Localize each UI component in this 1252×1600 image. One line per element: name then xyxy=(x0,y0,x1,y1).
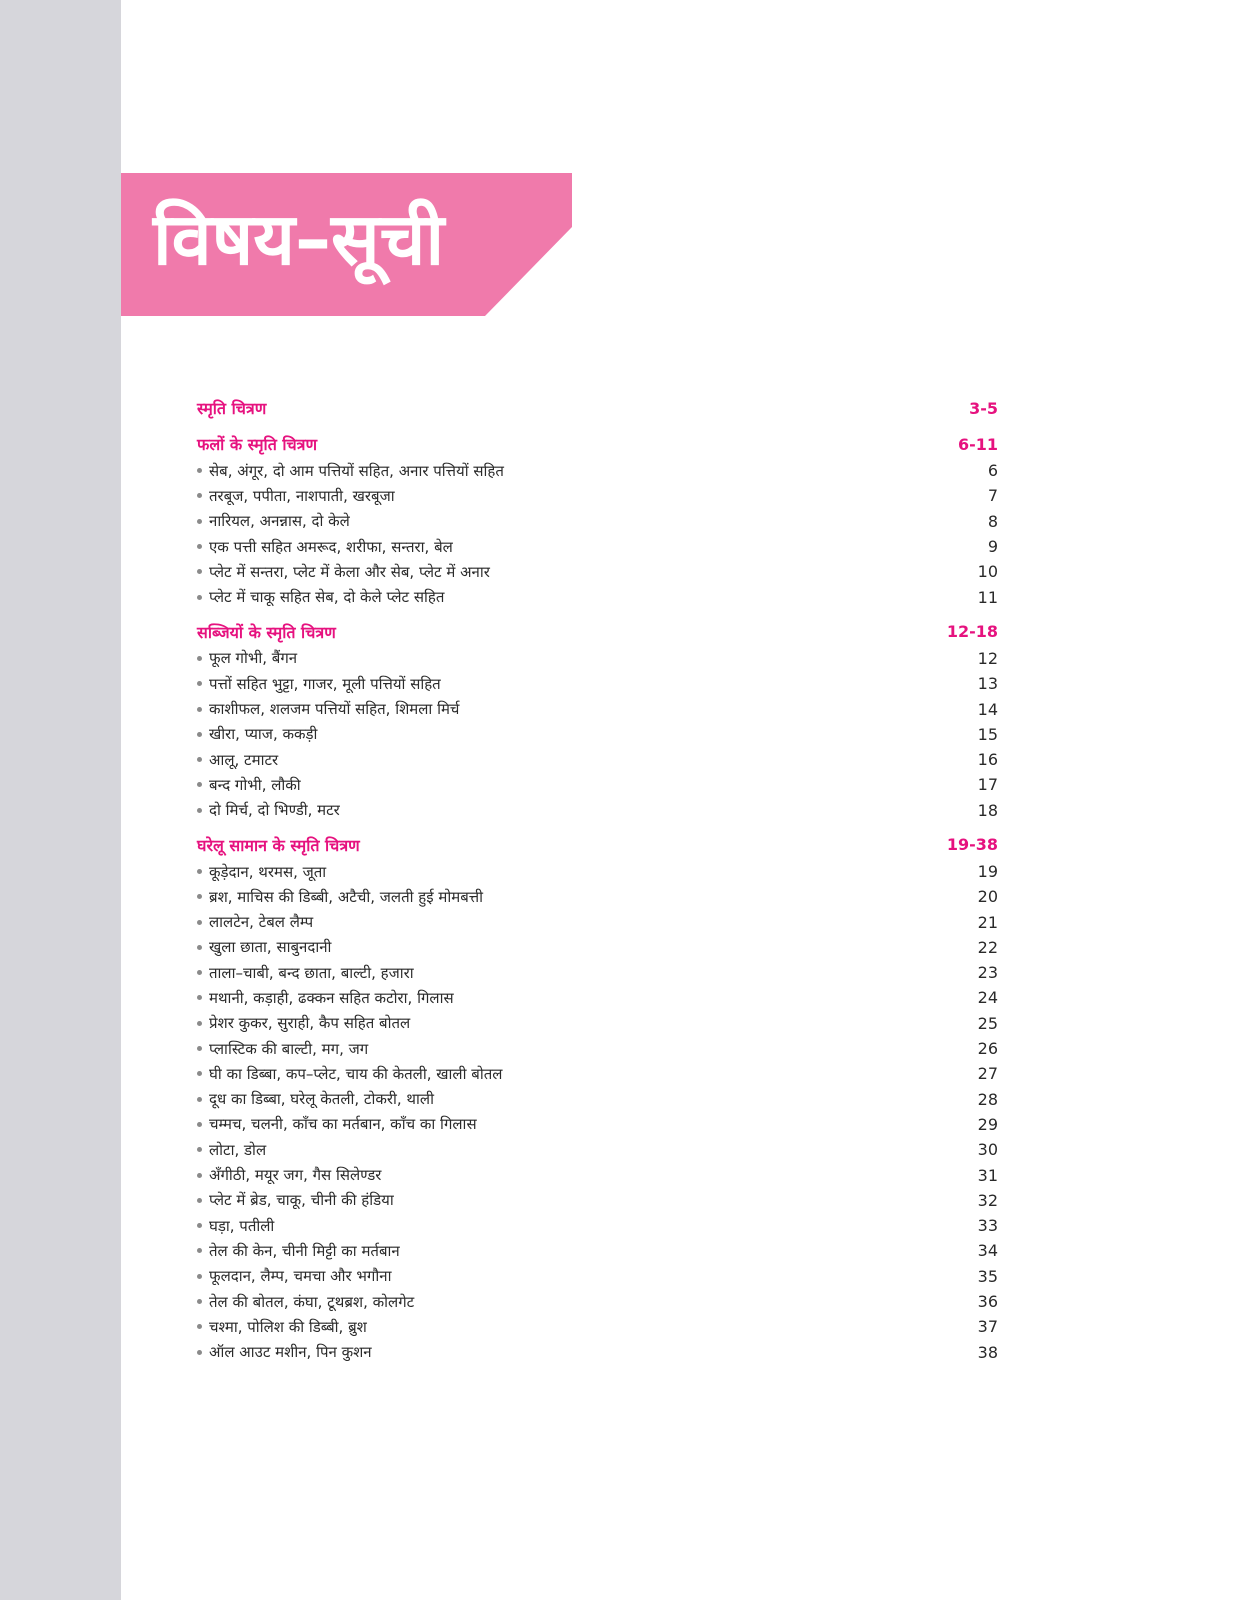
toc-entry[interactable] xyxy=(197,1289,998,1314)
entry-label: घी का डिब्बा, कप–प्लेट, चाय की केतली, खाली बोतल xyxy=(209,1064,503,1083)
toc-entry[interactable] xyxy=(197,747,998,772)
entry-label: फूल गोभी, बैंगन xyxy=(209,649,298,668)
entry-label: नारियल, अनन्नास, दो केले xyxy=(209,512,350,531)
entry-label: चम्मच, चलनी, काँच का मर्तबान, काँच का गिलास xyxy=(209,1115,477,1134)
section-page-range: 6-11 xyxy=(957,434,998,454)
toc-entry[interactable] xyxy=(197,509,998,534)
section-title: स्मृति चित्रण xyxy=(197,399,267,418)
entry-text xyxy=(197,1241,400,1261)
entry-label: प्लेट में चाकू सहित सेब, दो केले प्लेट सहित xyxy=(209,588,445,607)
page-gutter xyxy=(0,0,121,1600)
entry-label: प्लेट में सन्तरा, प्लेट में केला और सेब, प्लेट में अनार xyxy=(209,562,490,581)
entry-page-number: 29 xyxy=(977,1114,998,1134)
entry-page-number: 38 xyxy=(977,1342,998,1362)
bullet-icon xyxy=(197,995,202,1000)
section-page-range: 19-38 xyxy=(946,835,998,855)
entry-page-number: 30 xyxy=(977,1140,998,1160)
bullet-icon xyxy=(197,1021,202,1026)
bullet-icon xyxy=(197,1274,202,1279)
toc-entry[interactable] xyxy=(197,559,998,584)
bullet-icon xyxy=(197,468,202,473)
entry-label: तेल की बोतल, कंघा, टूथब्रश, कोलगेट xyxy=(209,1292,415,1311)
bullet-icon xyxy=(197,493,202,498)
entry-label: आलू, टमाटर xyxy=(209,750,279,769)
entry-page-number: 7 xyxy=(987,486,998,506)
entry-text xyxy=(197,699,459,719)
toc-entry[interactable] xyxy=(197,1036,998,1061)
entry-text xyxy=(197,963,414,983)
entry-page-number: 20 xyxy=(977,887,998,907)
entry-label: प्रेशर कुकर, सुराही, कैप सहित बोतल xyxy=(209,1014,411,1033)
entry-text xyxy=(197,486,395,506)
section-page-range: 3-5 xyxy=(969,398,998,418)
title-banner xyxy=(121,173,572,316)
entry-label: लोटा, डोल xyxy=(209,1140,267,1159)
entry-page-number: 14 xyxy=(977,699,998,719)
entry-page-number: 35 xyxy=(977,1266,998,1286)
entry-page-number: 12 xyxy=(977,648,998,668)
entry-page-number: 37 xyxy=(977,1317,998,1337)
entry-label: कूड़ेदान, थरमस, जूता xyxy=(209,862,327,881)
toc-entry[interactable] xyxy=(197,798,998,823)
section-title: सब्जियों के स्मृति चित्रण xyxy=(197,622,336,642)
entry-label: मथानी, कड़ाही, ढक्कन सहित कटोरा, गिलास xyxy=(209,988,454,1007)
entry-label: फूलदान, लैम्प, चमचा और भगौना xyxy=(209,1267,392,1286)
entry-text xyxy=(197,1317,367,1337)
bullet-icon xyxy=(197,732,202,737)
bullet-icon xyxy=(197,1147,202,1152)
entry-label: खुला छाता, साबुनदानी xyxy=(209,938,332,957)
toc-entry[interactable] xyxy=(197,1112,998,1137)
entry-page-number: 16 xyxy=(977,750,998,770)
toc-entry[interactable] xyxy=(197,1087,998,1112)
toc-entry[interactable] xyxy=(197,458,998,483)
entry-page-number: 11 xyxy=(977,587,998,607)
section-heading[interactable] xyxy=(197,618,998,646)
bullet-icon xyxy=(197,808,202,813)
entry-page-number: 19 xyxy=(977,862,998,881)
toc-entry[interactable] xyxy=(197,1061,998,1086)
bullet-icon xyxy=(197,595,202,600)
entry-text xyxy=(197,1342,372,1362)
entry-label: ब्रश, माचिस की डिब्बी, अटैची, जलती हुई मोमबत्ती xyxy=(209,887,484,906)
bullet-icon xyxy=(197,656,202,661)
entry-label: दो मिर्च, दो भिण्डी, मटर xyxy=(209,801,340,820)
toc-entry[interactable] xyxy=(197,960,998,985)
toc-entry[interactable] xyxy=(197,935,998,960)
toc-entry[interactable] xyxy=(197,1340,998,1365)
page-title: विषय–सूची xyxy=(153,197,445,281)
entry-label: लालटेन, टेबल लैम्प xyxy=(209,913,314,932)
section-heading[interactable] xyxy=(197,394,998,422)
toc-entry[interactable] xyxy=(197,646,998,671)
entry-page-number: 28 xyxy=(977,1089,998,1109)
entry-text xyxy=(197,674,441,694)
entry-page-number: 9 xyxy=(987,537,998,557)
toc-entry[interactable] xyxy=(197,1188,998,1213)
toc-entry[interactable] xyxy=(197,671,998,696)
toc-entry[interactable] xyxy=(197,1238,998,1263)
entry-text xyxy=(197,587,444,607)
entry-page-number: 8 xyxy=(987,511,998,531)
bullet-icon xyxy=(197,970,202,975)
entry-page-number: 34 xyxy=(977,1241,998,1261)
entry-text xyxy=(197,1266,391,1286)
entry-label: सेब, अंगूर, दो आम पत्तियों सहित, अनार पत्तियों सहित xyxy=(209,461,504,480)
bullet-icon xyxy=(197,869,202,874)
entry-page-number: 15 xyxy=(977,724,998,744)
toc-entry[interactable] xyxy=(197,909,998,934)
section-page-range: 12-18 xyxy=(946,622,998,642)
entry-label: काशीफल, शलजम पत्तियों सहित, शिमला मिर्च xyxy=(209,700,460,719)
entry-label: अँगीठी, मयूर जग, गैस सिलेण्डर xyxy=(209,1166,382,1185)
entry-page-number: 26 xyxy=(977,1039,998,1059)
bullet-icon xyxy=(197,1223,202,1228)
entry-label: प्लास्टिक की बाल्टी, मग, जग xyxy=(209,1039,369,1058)
entry-page-number: 21 xyxy=(977,912,998,932)
entry-label: बन्द गोभी, लौकी xyxy=(209,775,301,794)
entry-text xyxy=(197,1013,410,1033)
entry-page-number: 13 xyxy=(977,674,998,694)
toc-entry[interactable] xyxy=(197,696,998,721)
entry-label: ऑल आउट मशीन, पिन कुशन xyxy=(209,1343,372,1362)
toc-entry[interactable] xyxy=(197,1213,998,1238)
entry-text xyxy=(197,988,454,1008)
section-title: घरेलू सामान के स्मृति चित्रण xyxy=(197,835,360,855)
section-heading[interactable] xyxy=(197,831,998,859)
entry-text xyxy=(197,511,350,531)
entry-text xyxy=(197,1140,266,1160)
entry-label: एक पत्ती सहित अमरूद, शरीफा, सन्तरा, बेल xyxy=(209,537,453,556)
entry-text xyxy=(197,1292,414,1312)
bullet-icon xyxy=(197,1198,202,1203)
toc-entry[interactable] xyxy=(197,534,998,559)
entry-text xyxy=(197,1039,368,1059)
bullet-icon xyxy=(197,945,202,950)
entry-text xyxy=(197,887,483,907)
entry-text xyxy=(197,862,326,882)
toc-section xyxy=(197,394,998,422)
bullet-icon xyxy=(197,519,202,524)
entry-text xyxy=(197,1216,274,1236)
bullet-icon xyxy=(197,920,202,925)
entry-page-number: 27 xyxy=(977,1064,998,1084)
entry-page-number: 24 xyxy=(977,988,998,1008)
entry-page-number: 32 xyxy=(977,1190,998,1210)
entry-page-number: 25 xyxy=(977,1013,998,1033)
entry-text xyxy=(197,1165,381,1185)
table-of-contents xyxy=(197,394,998,1365)
entry-label: चश्मा, पोलिश की डिब्बी, ब्रुश xyxy=(209,1317,367,1336)
bullet-icon xyxy=(197,707,202,712)
entry-page-number: 22 xyxy=(977,937,998,957)
bullet-icon xyxy=(197,757,202,762)
entry-label: तरबूज, पपीता, नाशपाती, खरबूजा xyxy=(209,486,395,505)
entry-text xyxy=(197,912,313,932)
section-heading[interactable] xyxy=(197,430,998,458)
entry-page-number: 36 xyxy=(977,1292,998,1312)
entry-text xyxy=(197,562,490,582)
bullet-icon xyxy=(197,1350,202,1355)
entry-text xyxy=(197,1064,502,1084)
toc-entry[interactable] xyxy=(197,1314,998,1339)
bullet-icon xyxy=(197,681,202,686)
section-title: फलों के स्मृति चित्रण xyxy=(197,435,318,454)
bullet-icon xyxy=(197,1097,202,1102)
entry-text xyxy=(197,1089,434,1109)
entry-text xyxy=(197,648,297,668)
bullet-icon xyxy=(197,1046,202,1051)
bullet-icon xyxy=(197,1248,202,1253)
bullet-icon xyxy=(197,894,202,899)
toc-entry[interactable] xyxy=(197,1137,998,1162)
entry-label: दूध का डिब्बा, घरेलू केतली, टोकरी, थाली xyxy=(209,1090,434,1109)
bullet-icon xyxy=(197,782,202,787)
entry-page-number: 33 xyxy=(977,1216,998,1236)
entry-text xyxy=(197,775,301,795)
entry-text xyxy=(197,1114,477,1134)
toc-entry[interactable] xyxy=(197,772,998,797)
entry-text xyxy=(197,724,317,744)
toc-entry[interactable] xyxy=(197,584,998,609)
entry-text xyxy=(197,461,504,481)
entry-page-number: 10 xyxy=(977,562,998,582)
toc-section xyxy=(197,831,998,1365)
entry-text xyxy=(197,537,453,557)
toc-entry[interactable] xyxy=(197,1162,998,1187)
toc-entry[interactable] xyxy=(197,859,998,884)
entry-page-number: 31 xyxy=(977,1165,998,1185)
bullet-icon xyxy=(197,1173,202,1178)
entry-label: तेल की केन, चीनी मिट्टी का मर्तबान xyxy=(209,1241,400,1260)
toc-entry[interactable] xyxy=(197,1011,998,1036)
entry-page-number: 18 xyxy=(977,800,998,820)
toc-entry[interactable] xyxy=(197,1264,998,1289)
entry-page-number: 17 xyxy=(977,775,998,795)
toc-section xyxy=(197,618,998,823)
entry-page-number: 6 xyxy=(987,461,998,481)
entry-text xyxy=(197,800,340,820)
bullet-icon xyxy=(197,544,202,549)
entry-label: प्लेट में ब्रेड, चाकू, चीनी की हंडिया xyxy=(209,1191,394,1210)
toc-section xyxy=(197,430,998,610)
entry-page-number: 23 xyxy=(977,963,998,983)
bullet-icon xyxy=(197,1324,202,1329)
bullet-icon xyxy=(197,1299,202,1304)
entry-text xyxy=(197,750,278,770)
toc-entry[interactable] xyxy=(197,722,998,747)
entry-text xyxy=(197,1190,394,1210)
entry-label: ताला–चाबी, बन्द छाता, बाल्टी, हजारा xyxy=(209,963,414,982)
bullet-icon xyxy=(197,569,202,574)
toc-entry[interactable] xyxy=(197,483,998,508)
toc-entry[interactable] xyxy=(197,985,998,1010)
entry-text xyxy=(197,937,331,957)
bullet-icon xyxy=(197,1122,202,1127)
entry-label: खीरा, प्याज, ककड़ी xyxy=(209,725,318,744)
entry-label: घड़ा, पतीली xyxy=(209,1216,275,1235)
entry-label: पत्तों सहित भुट्टा, गाजर, मूली पत्तियों सहित xyxy=(209,674,441,693)
bullet-icon xyxy=(197,1071,202,1076)
toc-entry[interactable] xyxy=(197,884,998,909)
